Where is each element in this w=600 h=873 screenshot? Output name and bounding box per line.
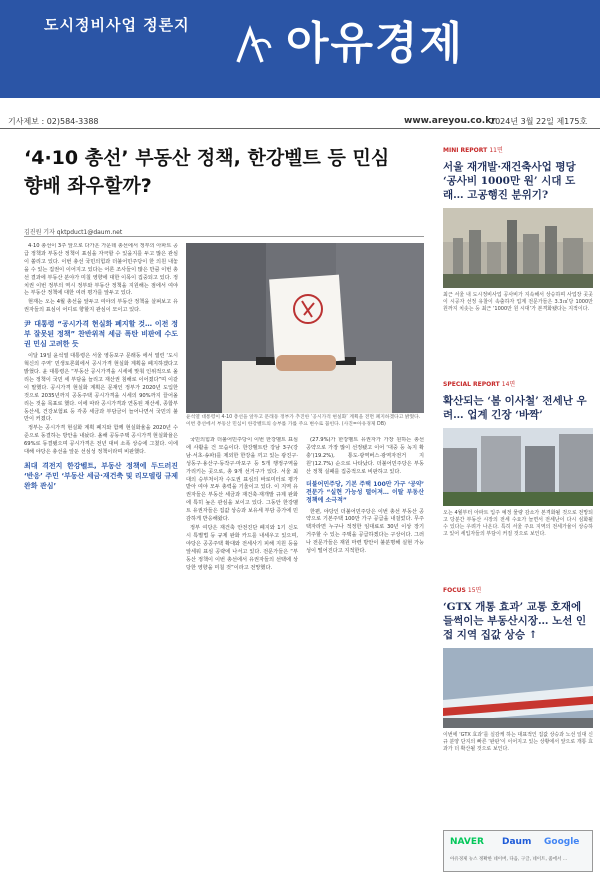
article-column-3 [306, 437, 424, 827]
mini-report-label: MINI REPORT 11면 [443, 147, 503, 154]
article-column-1 [24, 243, 178, 823]
subhead-3: 더불어민주당, 기본 주택 100만 가구 ‘공약’ 전문가 “실현 가능성 떨어져… 이탈 부동산 정책에 소극적” [306, 480, 424, 504]
body-paragraph: 국민의힘과 더불어민주당이 이번 한강벨트 표심에 사활을 건 모습이다. 한강벨트란 강남 3구(강남·서초·송파)를 제외한 한강을 끼고 있는 광진구·성동구·용산구·동작구·마포구 등 5개 행정구역을 가리키는 곳으로, 총 9개 선거구가 있다. 서울 최대의 승부처이자 수도권 표심의 바로미터로 평가받아 여야 모두 총력을 기울이고 있다. 이 지역 유권자들은 부동산 세금과 재건축·재개발 규제 완화에 특히 높은 관심을 보이고 있다. 그동안 한강벨트 유권자들은 집값 상승과 보유세 부담 증가에 민감하게 반응해왔다. [186, 437, 298, 523]
issue-info-bar [0, 115, 600, 129]
city-skyline-photo [443, 208, 593, 288]
portal-banner[interactable] [443, 830, 593, 872]
focus-text: 이번에 ‘GTX 효과’를 실감케 하는 대표적인 집값 상승과 노선 일대 신규 분양 단지의 빠른 ‘완판’이 이어지고 있는 상황에서 앞으로 개통 효과가 더 확산될 것으로 보인다. [443, 732, 594, 752]
subhead-1: 尹 대통령 “공시가격 현실화 폐지할 것… 이전 정부 잘못된 정책” 찬반위적 세금 폭탄 비판에 수도권 민심 고려한 듯 [24, 320, 178, 349]
photo-caption: 윤석열 대통령이 4·10 총선을 앞두고 문래동 정부가 추진한 ‘공시가격 현실화’ 계획을 전면 폐지하겠다고 밝혔다. 이번 총선에서 부동산 민심이 한강벨트의 승부를 가를 주요 변수로 꼽힌다. (사진=아유경제 DB) [186, 415, 421, 427]
intro-paragraph: 4·10 총선이 3주 앞으로 다가온 가운데 총선에서 정부의 아파트 공급 정책과 부동산 정책이 표심을 자극할 수 있을지를 두고 많은 관심이 쏠리고 있다. 이번 총선 국민의힘과 더불어민주당이 한 의원 내놓을 수 있는 집권이 이어지고 있다는 어론 조사들이 많은 만큼 이번 총선 결과에 부동산 분야가 미칠 영향에 대한 이목이 집중되고 있다. 정치권 이번 정부의 역시 정부와 부동산 정책을 지원해는 점에서 여야는 부동산 정책에 대한 여러 평가를 앞두고 있다. [24, 243, 178, 297]
focus-section [443, 585, 593, 825]
gtx-train-photo [443, 648, 593, 728]
main-headline [24, 144, 424, 200]
special-report-page: 14면 [501, 381, 516, 388]
body-paragraph: (27.9%)가 한강벨트 유권자가 가장 원하는 총선 공약으로 가장 많이 선정됐고 이어 ‘대중 등 녹지 확충’(19.2%), 통도·광역버스·광역자전거 지원’(12.7%) 순으로 나타났다. 더불어민주당은 부동산 정책 실패를 집중적으로 비판하고 있다. [306, 437, 424, 475]
body-paragraph: 정부 여당은 재건축 안전진단 폐지와 1기 신도시 특별법 등 규제 완화 카드를 내세우고 있으며, 야당은 공공주택 확대와 전세사기 피해 지원 등을 앞세워 표심 공략에 나서고 있다. 전문가들은 “부동산 정책이 이번 총선에서 유권자들의 선택에 상당한 영향을 미칠 것”이라고 전망했다. [186, 524, 298, 571]
subhead-2: 최대 격전지 한강벨트, 부동산 정책에 두드러진 ‘반응’ 주민 ‘부동산 세금·재건축 및 리모델링 규제 완화 관심’ [24, 461, 178, 490]
body-paragraph: 한편, 야당인 더불어민주당은 이번 총선 부동산 공약으로 기본주택 100만 가구 공급을 내걸었다. 무주택자라면 누구나 적정한 임대료로 30년 이상 장기 거주할 수 있는 주택을 공급하겠다는 구상이다. 그러나 전문가들은 재원 마련 방안이 불분명해 실현 가능성이 떨어진다고 지적한다. [306, 508, 424, 555]
mini-report [443, 145, 593, 375]
divider [24, 236, 424, 237]
ballot-box-illustration [186, 243, 424, 413]
mini-report-text: 최근 서울 내 도시정비사업 공사비가 지속해서 상승하며 사업장 곳곳이 시공자 선정 유찰이 속출하자 업계 전문가들은 3.3㎡당 1000만 원까지 치솟는 등 최근 ‘1000만 원 시대’가 본격화됐다는 지적이다. [443, 292, 593, 312]
special-report-text: 오는 4월부터 아파트 입주 예정 물량 감소가 본격화될 것으로 전망되고 당분간 부동산 시장의 전세 수요가 늘면서 전세난이 다시 심화될 수 있다는 우려가 나온다. 특히 서울 주요 지역의 전세가율이 상승하고 있어 세입자들의 부담이 커질 것으로 보인다. [443, 510, 593, 537]
website-link[interactable]: www.areyou.co.kr [404, 116, 496, 126]
headline-line-1: ‘4·10 총선’ 부동산 정책, 한강벨트 등 민심 [24, 147, 390, 169]
brand-logo-icon [232, 24, 276, 68]
focus-page: 15면 [467, 587, 482, 594]
mini-report-title[interactable]: 서울 재개발·재건축사업 평당 ‘공사비 1000만 원’ 시대 도래… 고공행진 분위기? [443, 161, 576, 201]
body-paragraph: 이달 19일 윤석열 대통령은 서울 영등포구 문래동 에서 열린 ‘도시 혁신의 주역’ 민생토론회에서 공시가격 현실화 계획을 폐지하겠다고 밝혔다. 윤 대통령은 “부동산 공시가격을 시세에 맞춰 인위적으로 올리는 정책이 국민 세 부담을 늘리고 재산권 침해로 이어졌다”며 이같이 말했다. 공시가격 현실화 계획은 문재인 정부가 2020년 도입한 것으로 2035년까지 공동주택 공시가격을 시세의 90%까지 끌어올리는 것을 목표로 했다. 이에 따라 공시가격과 연동된 재산세, 종합부동산세, 건강보험료 등 각종 세금과 부담금이 늘어나면서 국민의 불만이 커졌다. [24, 353, 178, 423]
masthead [0, 0, 600, 98]
intro-paragraph-2: 현재는 오는 4월 총선을 앞두고 여야의 부동산 정책을 살펴보고 유권자들의 표심이 어디로 향할지 관심이 모이고 있다. [24, 299, 178, 314]
mini-report-page: 11면 [489, 147, 503, 154]
daum-logo: Daum [502, 837, 532, 847]
naver-logo: NAVER [450, 837, 484, 847]
issue-date: 2024년 3월 22일 제175호 [490, 117, 588, 126]
headline-line-2: 향배 좌우할까? [24, 175, 152, 197]
apartment-photo [443, 428, 593, 506]
body-paragraph: 정부는 공시가격 현실화 계획 폐지와 함께 현실화율을 2020년 수준으로 동결하는 방안을 내놨다. 올해 공동주택 공시가격 현실화율은 69%로 동결됐으며 공시가격은 전년 대비 소폭 상승에 그쳤다. 이에 대해 야당은 총선을 앞둔 선심성 정책이라며 비판했다. [24, 425, 178, 456]
portal-banner-text: 아유경제 뉴스 정확한 네이버, 다음, 구글, 네이트, 줌에서 … [450, 857, 568, 862]
masthead-title: 아유경제 [286, 18, 465, 69]
focus-title[interactable]: ‘GTX 개통 효과’ 교통 호재에 들썩이는 부동산시장… 노선 인접 지역 집값 상승 ↑ [443, 601, 587, 641]
google-logo: Google [544, 837, 580, 847]
contact-info: 기사제보 : 02)584-3388 [8, 117, 99, 126]
focus-label: FOCUS 15면 [443, 587, 482, 594]
article-column-2 [186, 437, 298, 827]
special-report-label: SPECIAL REPORT 14면 [443, 381, 516, 388]
ballot-photo [186, 243, 424, 413]
byline: 김진원 기자 qktpduct1@daum.net [24, 229, 123, 236]
special-report [443, 379, 593, 564]
special-report-title[interactable]: 확산되는 ‘봄 이사철’ 전세난 우려… 업계 긴장 ‘바짝’ [443, 395, 587, 421]
masthead-tagline: 도시정비사업 정론지 [44, 16, 190, 34]
